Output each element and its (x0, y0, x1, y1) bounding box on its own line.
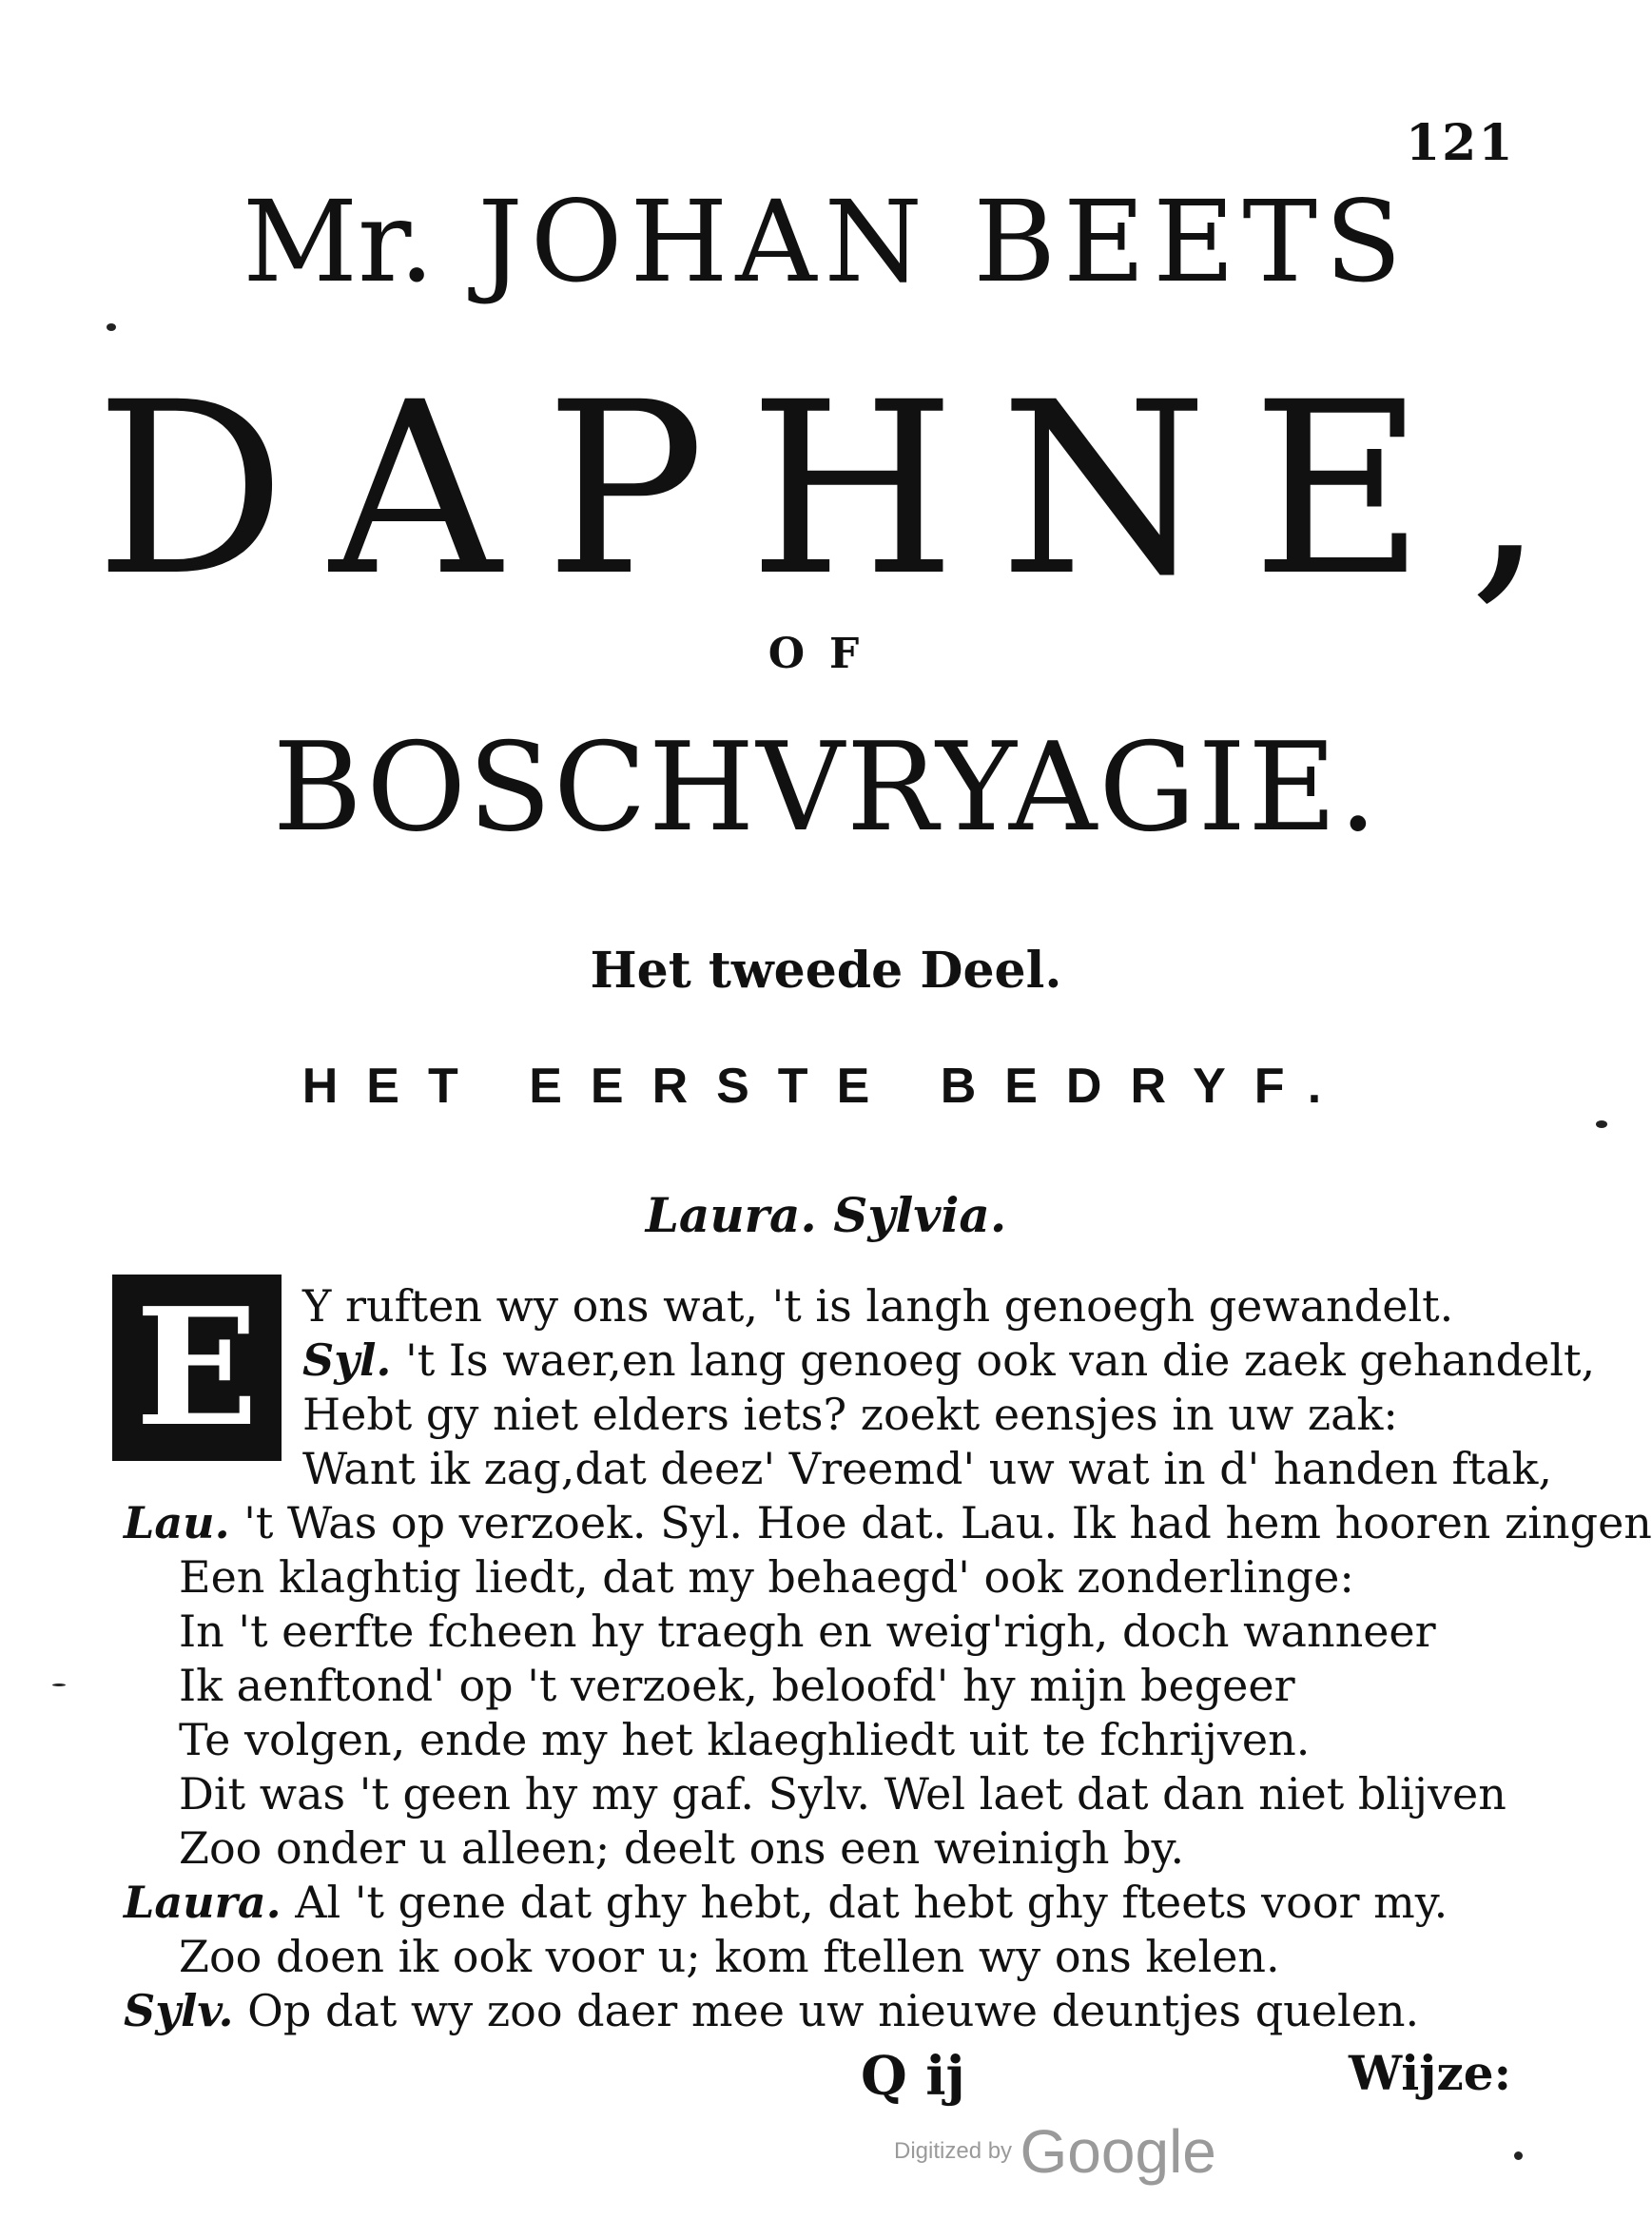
verse-speaker: Syl. (302, 1334, 392, 1386)
act-heading: HET EERSTE BEDRYF. (301, 1059, 1351, 1114)
verse-text: 't Is waer,en lang genoeg ook van die zaek gehandelt, (405, 1334, 1596, 1386)
verse-text: Zoo onder u alleen; deelt ons een weinigh by. (179, 1822, 1185, 1874)
verse-speaker: Laura. (124, 1877, 282, 1928)
verse-line-13 (179, 1930, 1280, 1984)
title-conjunction: OF (768, 630, 884, 678)
catchword: Wijze: (1349, 2045, 1512, 2101)
author-prefix: Mr. (243, 176, 435, 307)
verse-text: Een klaghtig liedt, dat my behaegd' ook zonderlinge: (179, 1551, 1354, 1603)
verse-line-8 (179, 1659, 1295, 1713)
verse-text: Zoo doen ik ook voor u; kom ftellen wy ons kelen. (179, 1931, 1280, 1982)
verse-speaker: Lau. (124, 1497, 230, 1548)
verse-text: Hebt gy niet elders iets? zoekt eensjes in uw zak: (302, 1389, 1398, 1440)
digitized-prefix: Digitized by (894, 2138, 1013, 2164)
decorated-initial-letter: E (112, 1275, 282, 1461)
verse-line-4 (302, 1442, 1552, 1496)
ink-speck (52, 1684, 66, 1686)
verse-line-5 (124, 1496, 1652, 1550)
ink-speck (107, 323, 116, 331)
ink-speck (1514, 2151, 1523, 2160)
verse-text: Dit was 't geen hy my gaf. Sylv. Wel laet dat dan niet blijven (179, 1768, 1506, 1820)
page-number: 121 (1406, 114, 1515, 172)
verse-line-2 (302, 1333, 1595, 1388)
google-logo-text: Google (1020, 2117, 1216, 2186)
verse-line-3 (302, 1388, 1398, 1442)
verse-line-1 (302, 1279, 1453, 1333)
verse-text: Y ruften wy ons wat, 't is langh genoegh gewandelt. (302, 1280, 1454, 1332)
verse-text: Te volgen, ende my het klaeghliedt uit te fchrijven. (179, 1714, 1311, 1765)
digitized-by-watermark (894, 2116, 1216, 2187)
author-line (0, 176, 1652, 307)
verse-line-11 (179, 1821, 1184, 1876)
verse-line-9 (179, 1713, 1310, 1767)
title-main: DAPHNE, (95, 351, 1588, 628)
verse-line-6 (179, 1550, 1354, 1605)
persons-line: Laura. Sylvia. (645, 1187, 1007, 1243)
verse-line-10 (179, 1767, 1506, 1821)
part-heading: Het tweede Deel. (590, 942, 1062, 1000)
verse-line-12 (124, 1876, 1448, 1930)
verse-speaker: Sylv. (124, 1985, 234, 2036)
verse-text: 't Was op verzoek. Syl. Hoe dat. Lau. Ik had hem hooren zingen (243, 1497, 1652, 1548)
verse-text: Ik aenftond' op 't verzoek, beloofd' hy mijn begeer (179, 1660, 1295, 1711)
verse-text: Al 't gene dat ghy hebt, dat hebt ghy fteets voor my. (295, 1877, 1448, 1928)
signature-mark: Q ij (861, 2045, 965, 2108)
verse-line-14 (124, 1984, 1419, 2038)
ink-speck (1596, 1120, 1607, 1128)
verse-text: Want ik zag,dat deez' Vreemd' uw wat in d' handen ftak, (302, 1443, 1552, 1494)
verse-text: Op dat wy zoo daer mee uw nieuwe deuntjes quelen. (247, 1985, 1420, 2036)
verse-line-7 (179, 1605, 1436, 1659)
title-subtitle: BOSCHVRYAGIE. (272, 717, 1380, 859)
author-name: JOHAN BEETS (477, 176, 1409, 307)
verse-text: In 't eerfte fcheen hy traegh en weig'righ, doch wanneer (179, 1606, 1436, 1657)
